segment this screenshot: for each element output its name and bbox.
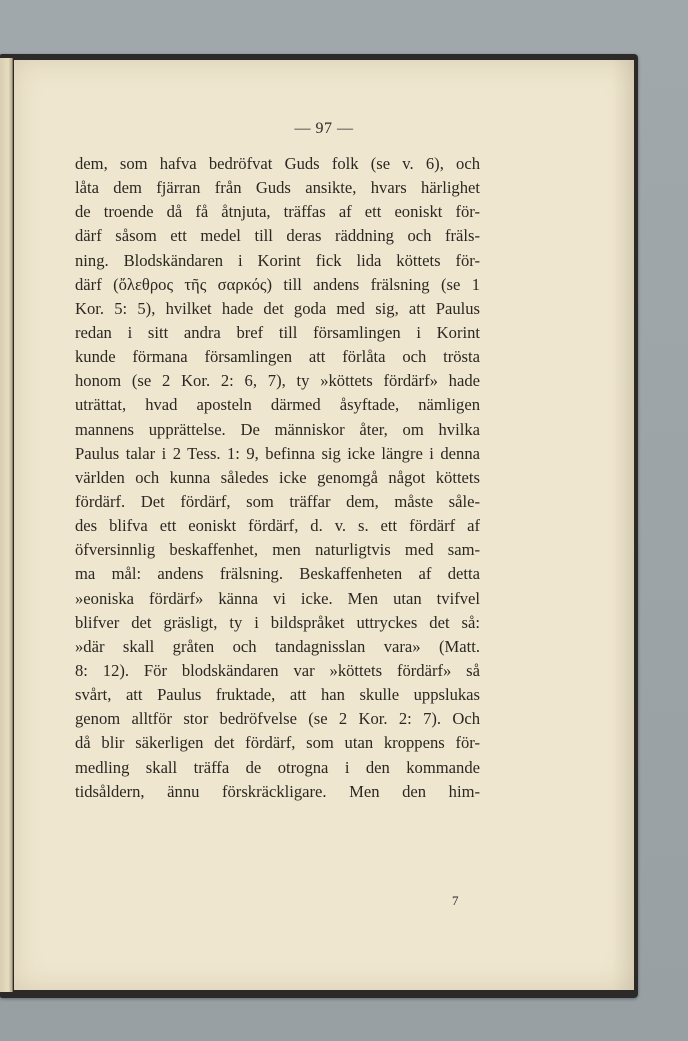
book-page	[14, 60, 634, 990]
text-line: »eoniska fördärf» känna vi icke. Men utan tvifvel	[75, 588, 480, 608]
text-line: ning. Blodskändaren i Korint fick lida köttets för-	[75, 250, 480, 270]
text-line: tidsåldern, ännu förskräckligare. Men den him-	[75, 781, 480, 801]
text-line: öfversinnlig beskaffenhet, men naturligtvis med sam-	[75, 540, 480, 560]
text-line: honom (se 2 Kor. 2: 6, 7), ty »köttets fördärf» hade	[75, 371, 480, 391]
text-line: blifver det gräsligt, ty i bildspråket uttryckes det så:	[75, 612, 480, 632]
text-line: ma mål: andens frälsning. Beskaffenheten af detta	[75, 564, 480, 584]
text-line: fördärf. Det fördärf, som träffar dem, måste såle-	[75, 491, 480, 511]
text-line: låta dem fjärran från Guds ansikte, hvars härlighet	[75, 178, 480, 198]
text-line: kunde förmana församlingen att förlåta och trösta	[75, 347, 480, 367]
text-line: mannens upprättelse. De människor åter, om hvilka	[75, 419, 480, 439]
text-line: Kor. 5: 5), hvilket hade det goda med sig, att Paulus	[75, 298, 480, 318]
page-number: — 97 —	[294, 120, 354, 137]
text-line: då blir säkerligen det fördärf, som utan kroppens för-	[75, 733, 480, 753]
text-line: redan i sitt andra bref till församlingen i Korint	[75, 322, 480, 342]
text-line: 8: 12). För blodskändaren var »köttets fördärf» så	[75, 660, 480, 680]
text-line: därf såsom ett medel till deras räddning och fräls-	[75, 226, 480, 246]
text-line: des blifva ett eoniskt fördärf, d. v. s. ett fördärf af	[75, 516, 480, 536]
page-gutter-shadow	[612, 60, 634, 990]
text-line: de troende då få åtnjuta, träffas af ett eoniskt för-	[75, 202, 480, 222]
text-line: dem, som hafva bedröfvat Guds folk (se v. 6), och	[75, 154, 480, 173]
text-line: Paulus talar i 2 Tess. 1: 9, befinna sig icke längre i denna	[75, 443, 480, 463]
page-signature: 7	[452, 893, 459, 908]
text-line: svårt, att Paulus fruktade, att han skulle uppslukas	[75, 685, 480, 705]
text-line: därf (ὄλεθρος τῆς σαρκός) till andens frälsning (se 1	[75, 274, 480, 294]
text-line: världen och kunna således icke genomgå något köttets	[75, 467, 480, 487]
page-text	[75, 152, 480, 804]
text-line: medling skall träffa de otrogna i den kommande	[75, 757, 480, 777]
text-line: »där skall gråten och tandagnisslan vara» (Matt.	[75, 636, 480, 656]
left-page-edge	[0, 58, 13, 992]
text-line: uträttat, hvad aposteln därmed åsyftade, nämligen	[75, 395, 480, 415]
text-line: genom alltför stor bedröfvelse (se 2 Kor. 2: 7). Och	[75, 709, 480, 729]
